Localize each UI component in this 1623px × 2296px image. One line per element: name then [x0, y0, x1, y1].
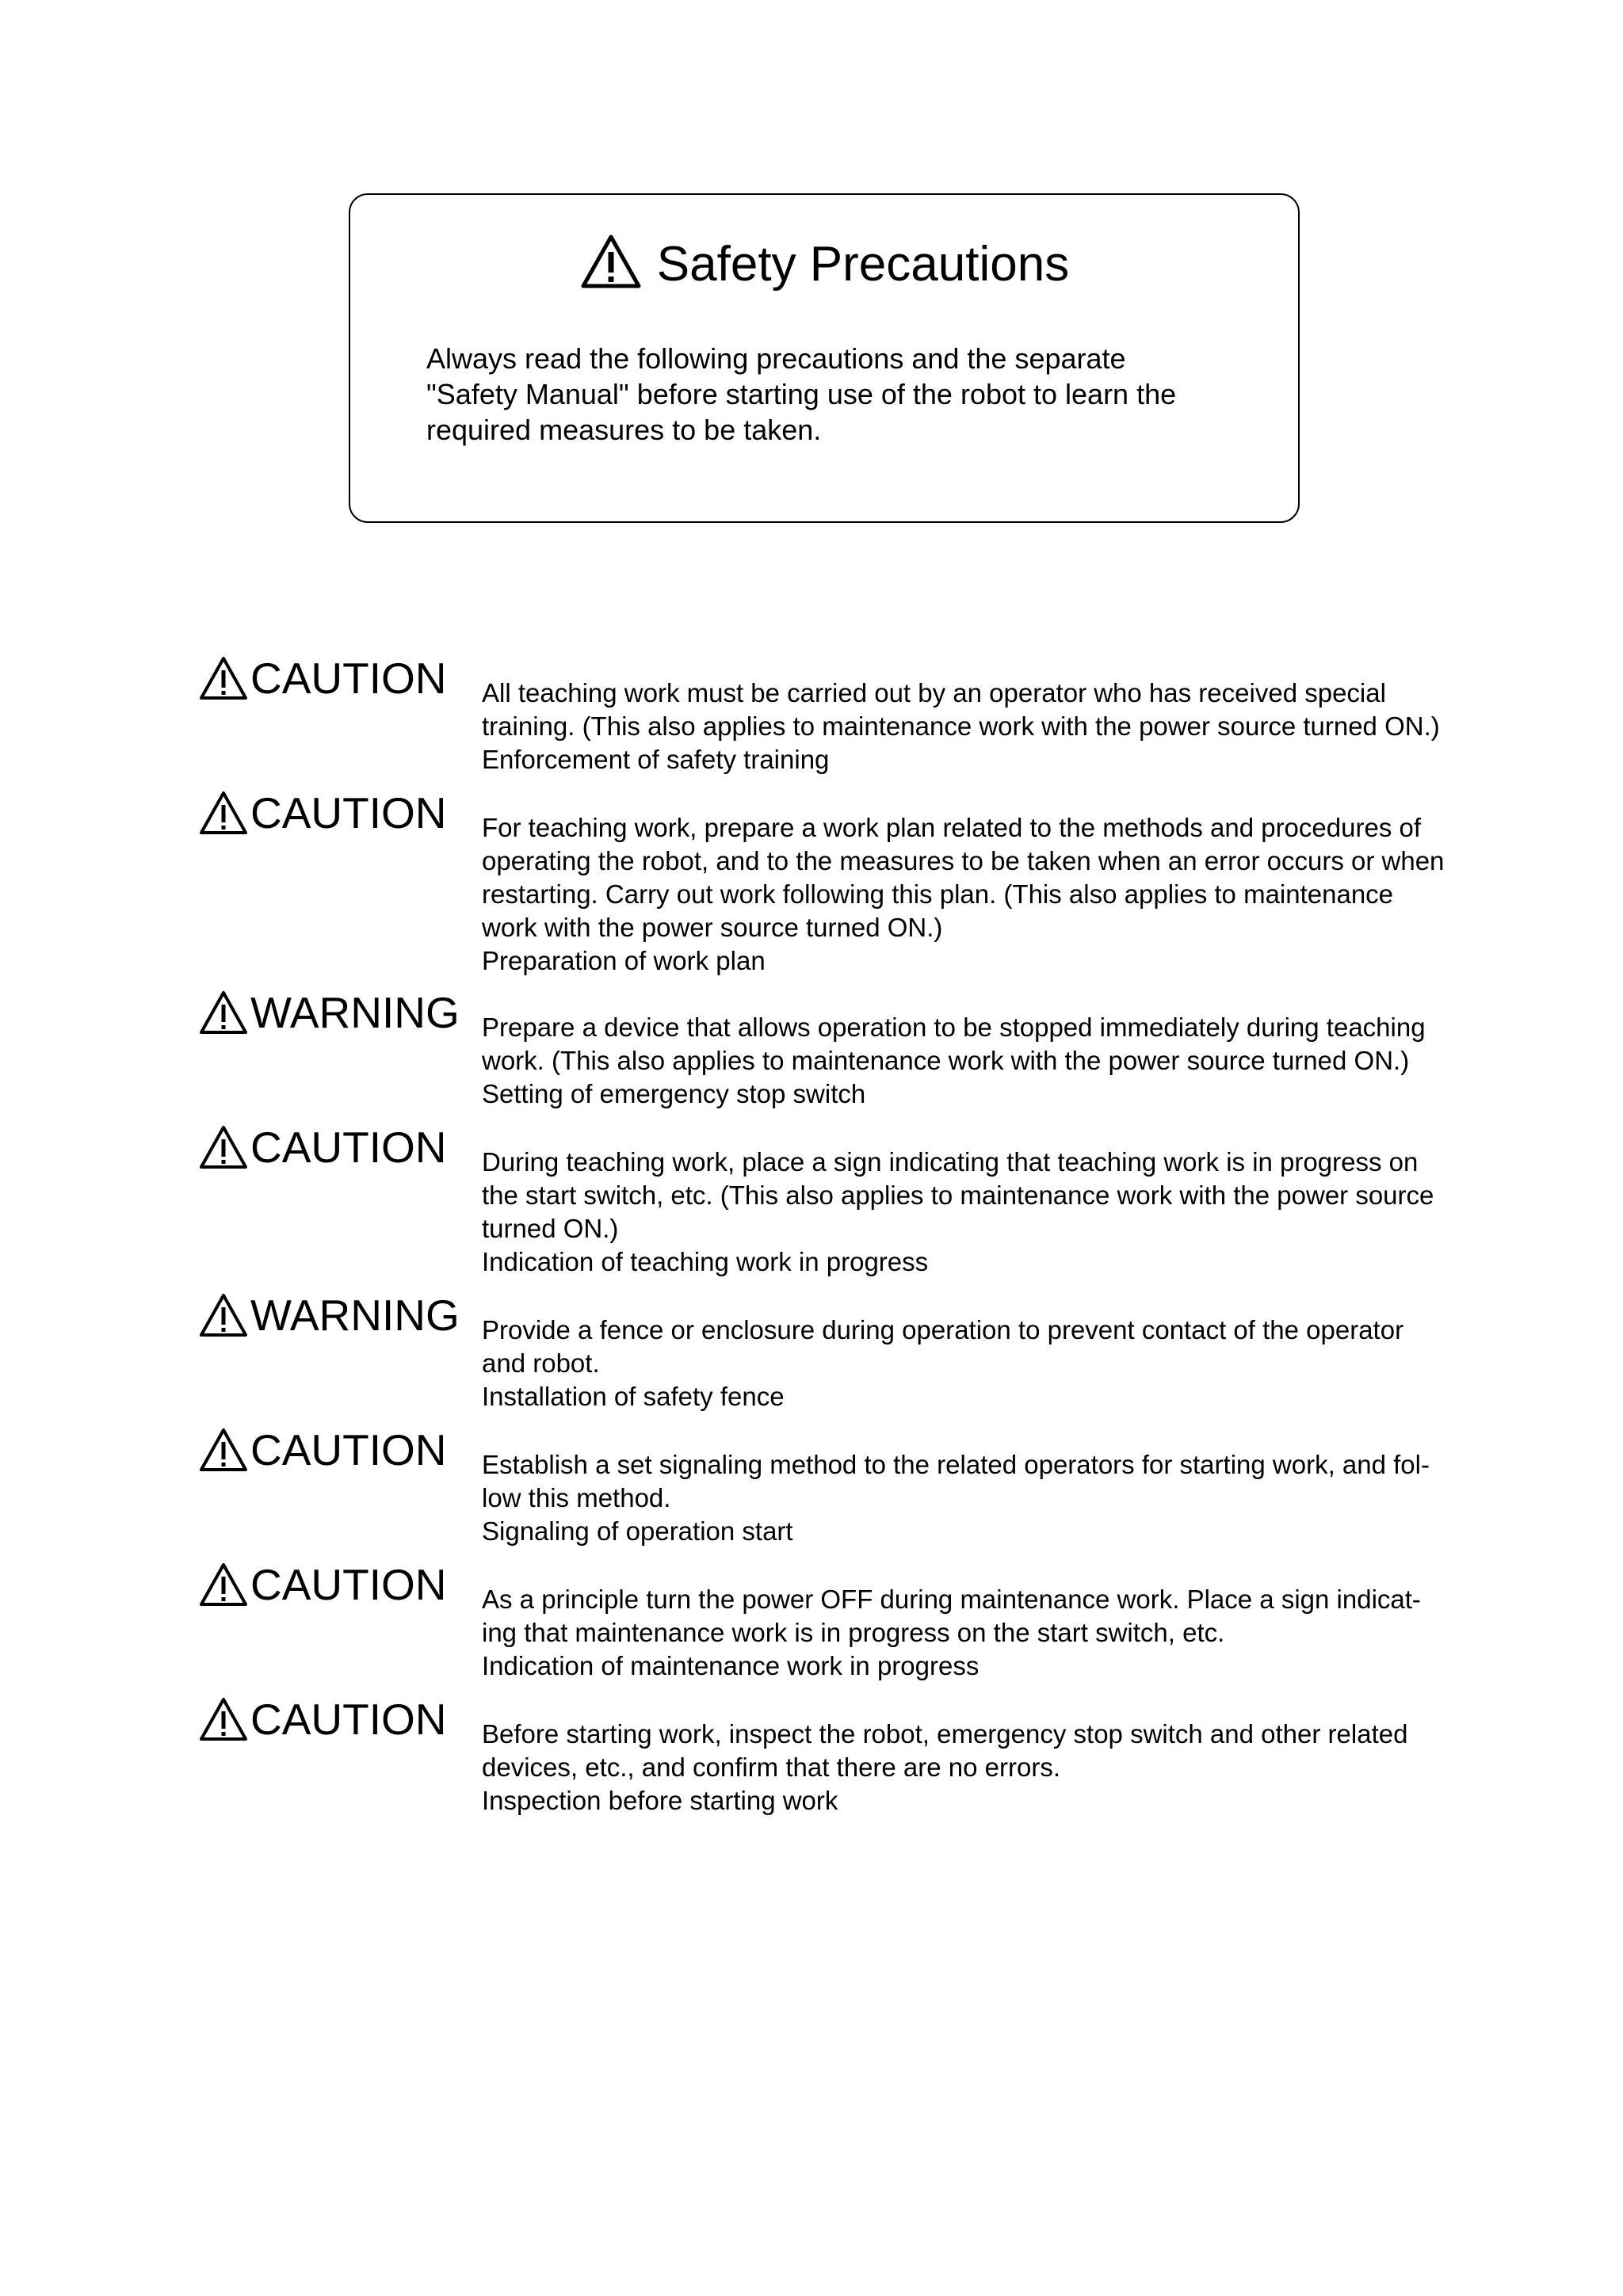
precaution-label-text: WARNING — [250, 1291, 460, 1340]
warning-triangle-icon — [198, 655, 249, 701]
warning-triangle-icon — [198, 990, 249, 1035]
precaution-label — [198, 1694, 447, 1745]
warning-triangle-icon — [198, 1427, 249, 1473]
precaution-text — [482, 1448, 1496, 1548]
warning-triangle-icon — [198, 1124, 249, 1170]
precaution-text — [482, 1583, 1496, 1683]
precaution-line: low this method. — [482, 1483, 671, 1512]
precaution-line: work with the power source turned ON.) — [482, 913, 943, 942]
precaution-line: Enforcement of safety training — [482, 745, 830, 774]
precaution-label-text: CAUTION — [250, 1560, 447, 1609]
warning-triangle-icon — [198, 790, 249, 836]
precaution-line: Indication of teaching work in progress — [482, 1247, 929, 1276]
safety-precautions-box — [349, 193, 1300, 523]
precaution-text — [482, 1146, 1496, 1279]
warning-triangle-icon — [579, 233, 643, 290]
precaution-line: Provide a fence or enclosure during operation to prevent contact of the operator — [482, 1315, 1404, 1344]
warning-triangle-icon — [198, 1696, 249, 1742]
warning-triangle-icon — [198, 1562, 249, 1608]
precaution-line: work. (This also applies to maintenance work with the power source turned ON.) — [482, 1046, 1410, 1075]
notice-heading — [350, 233, 1298, 293]
precaution-label-text: CAUTION — [250, 1425, 447, 1474]
precaution-label — [198, 788, 447, 838]
precaution-line: Installation of safety fence — [482, 1382, 785, 1411]
precaution-line: As a principle turn the power OFF during maintenance work. Place a sign indicat- — [482, 1585, 1421, 1614]
precaution-label — [198, 1122, 447, 1173]
precaution-line: training. (This also applies to maintenance work with the power source turned ON.) — [482, 711, 1440, 741]
precaution-text — [482, 1314, 1496, 1413]
precaution-line: Setting of emergency stop switch — [482, 1079, 866, 1108]
precaution-line: restarting. Carry out work following this plan. (This also applies to maintenance — [482, 879, 1394, 909]
precaution-label-text: CAUTION — [250, 1123, 447, 1172]
precaution-line: operating the robot, and to the measures to be taken when an error occurs or when — [482, 846, 1445, 875]
precaution-line: Establish a set signaling method to the related operators for starting work, and fol- — [482, 1450, 1430, 1479]
precaution-text — [482, 677, 1496, 776]
precaution-line: During teaching work, place a sign indicating that teaching work is in progress on — [482, 1147, 1419, 1177]
precaution-line: Indication of maintenance work in progress — [482, 1651, 980, 1680]
notice-line: Always read the following precautions and the separate — [426, 342, 1126, 375]
precaution-label — [198, 1425, 447, 1475]
precaution-line: Before starting work, inspect the robot, emergency stop switch and other related — [482, 1719, 1408, 1749]
precaution-text — [482, 1718, 1496, 1817]
precaution-line: Signaling of operation start — [482, 1516, 793, 1546]
precaution-line: Preparation of work plan — [482, 946, 766, 975]
precaution-line: For teaching work, prepare a work plan related to the methods and procedures of — [482, 813, 1422, 842]
precaution-label — [198, 1559, 447, 1610]
precaution-text — [482, 1011, 1496, 1111]
precaution-line: turned ON.) — [482, 1214, 619, 1243]
precaution-label — [198, 653, 447, 704]
precaution-label-text: WARNING — [250, 988, 460, 1037]
notice-title: Safety Precautions — [656, 237, 1070, 292]
precaution-text — [482, 811, 1496, 978]
precaution-line: the start switch, etc. (This also applies to maintenance work with the power source — [482, 1180, 1434, 1210]
notice-line: "Safety Manual" before starting use of the robot to learn the — [426, 378, 1177, 410]
warning-triangle-icon — [198, 1292, 249, 1338]
precaution-line: ing that maintenance work is in progress on the start switch, etc. — [482, 1618, 1225, 1647]
precaution-label-text: CAUTION — [250, 788, 447, 837]
precaution-line: and robot. — [482, 1348, 600, 1378]
precaution-label-text: CAUTION — [250, 1695, 447, 1744]
precaution-label-text: CAUTION — [250, 654, 447, 703]
precaution-label — [198, 1290, 460, 1341]
precaution-label — [198, 987, 460, 1038]
precaution-line: devices, etc., and confirm that there are no errors. — [482, 1753, 1061, 1782]
notice-body — [426, 341, 1251, 448]
precaution-line: Prepare a device that allows operation to be stopped immediately during teaching — [482, 1013, 1426, 1042]
precaution-line: Inspection before starting work — [482, 1786, 838, 1815]
precaution-line: All teaching work must be carried out by an operator who has received special — [482, 678, 1386, 707]
notice-line: required measures to be taken. — [426, 414, 822, 446]
